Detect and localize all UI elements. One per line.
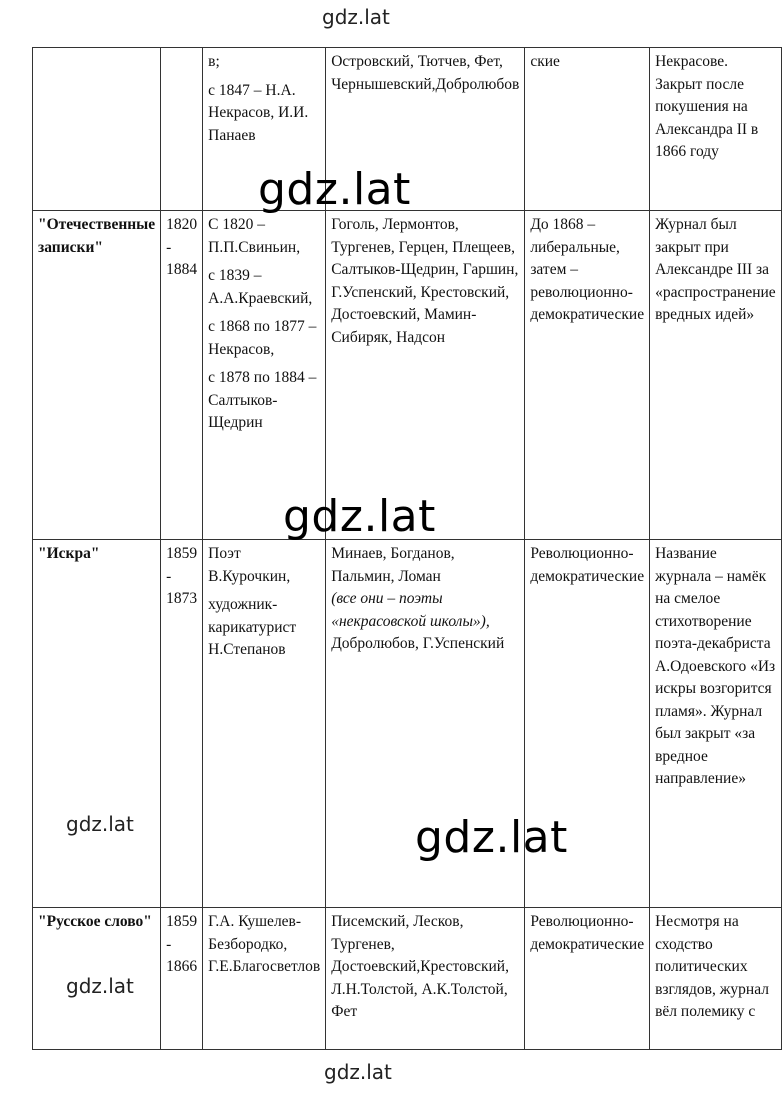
watermark-overlay: gdz.lat — [283, 491, 436, 542]
watermark-overlay: gdz.lat — [415, 812, 568, 863]
authors-cell: Островский, Тютчев, Фет, Чернышевский,Добролюбов — [326, 48, 525, 211]
journal-name-cell: "Отечественные записки" — [33, 211, 161, 540]
authors-note: (все они – поэты «некрасовской школы»), — [331, 590, 490, 630]
authors-list-tail: Добролюбов, Г.Успенский — [331, 635, 505, 652]
editor-entry: в; — [208, 53, 220, 70]
journal-name-cell: "Искра" — [33, 540, 161, 908]
editor-entry: с 1878 по 1884 – Салтыков-Щедрин — [208, 369, 317, 431]
notes-cell: Несмотря на сходство политических взглядов, журнал вёл полемику с — [650, 908, 782, 1050]
years-cell: 1820 - 1884 — [161, 211, 203, 540]
editor-entry: С 1820 – П.П.Свиньин, — [208, 216, 301, 256]
editor-entry: с 1868 по 1877 – Некрасов, — [208, 318, 317, 358]
table-row — [33, 908, 782, 1050]
authors-list: Минаев, Богданов, Пальмин, Ломан — [331, 545, 455, 585]
authors-cell: Писемский, Лесков, Тургенев, Достоевский,Крестовский, Л.Н.Толстой, А.К.Толстой, Фет — [326, 908, 525, 1050]
direction-cell: Революционно-демократические — [525, 908, 650, 1050]
notes-cell: Некрасове. Закрыт после покушения на Александра II в 1866 году — [650, 48, 782, 211]
editor-entry: Поэт В.Курочкин, — [208, 545, 291, 585]
watermark-bottom: gdz.lat — [324, 1060, 392, 1084]
editor-entry: с 1839 – А.А.Краевский, — [208, 267, 313, 307]
years-cell: 1859 - 1873 — [161, 540, 203, 908]
notes-cell: Название журнала – намёк на смелое стихотворение поэта-декабриста А.Одоевского «Из искры возгорится пламя». Журнал был закрыт «за вредное направление» — [650, 540, 782, 908]
years-cell — [161, 48, 203, 211]
direction-cell: До 1868 – либеральные, затем – революционно-демократические — [525, 211, 650, 540]
table-row — [33, 540, 782, 908]
years-cell: 1859 - 1866 — [161, 908, 203, 1050]
watermark-top: gdz.lat — [322, 5, 390, 29]
watermark-overlay: gdz.lat — [66, 812, 134, 836]
journal-name-cell: "Русское слово" — [33, 908, 161, 1050]
editor-entry: художник-карикатурист Н.Степанов — [208, 596, 297, 658]
notes-cell: Журнал был закрыт при Александре III за «распространение вредных идей» — [650, 211, 782, 540]
editors-cell — [203, 908, 326, 1050]
watermark-overlay: gdz.lat — [258, 164, 411, 215]
watermark-overlay: gdz.lat — [66, 974, 134, 998]
journal-name-cell — [33, 48, 161, 211]
editor-entry: Г.А. Кушелев-Безбородко, Г.Е.Благосветлов — [208, 913, 321, 975]
editor-entry: с 1847 – Н.А. Некрасов, И.И. Панаев — [208, 81, 309, 144]
direction-cell: ские — [525, 48, 650, 211]
authors-cell: Гоголь, Лермонтов, Тургенев, Герцен, Плещеев, Салтыков-Щедрин, Гаршин, Г.Успенский, Крестовский, Достоевский, Мамин-Сибиряк, Надсон — [326, 211, 525, 540]
direction-cell: Революционно-демократические — [525, 540, 650, 908]
editors-cell — [203, 540, 326, 908]
